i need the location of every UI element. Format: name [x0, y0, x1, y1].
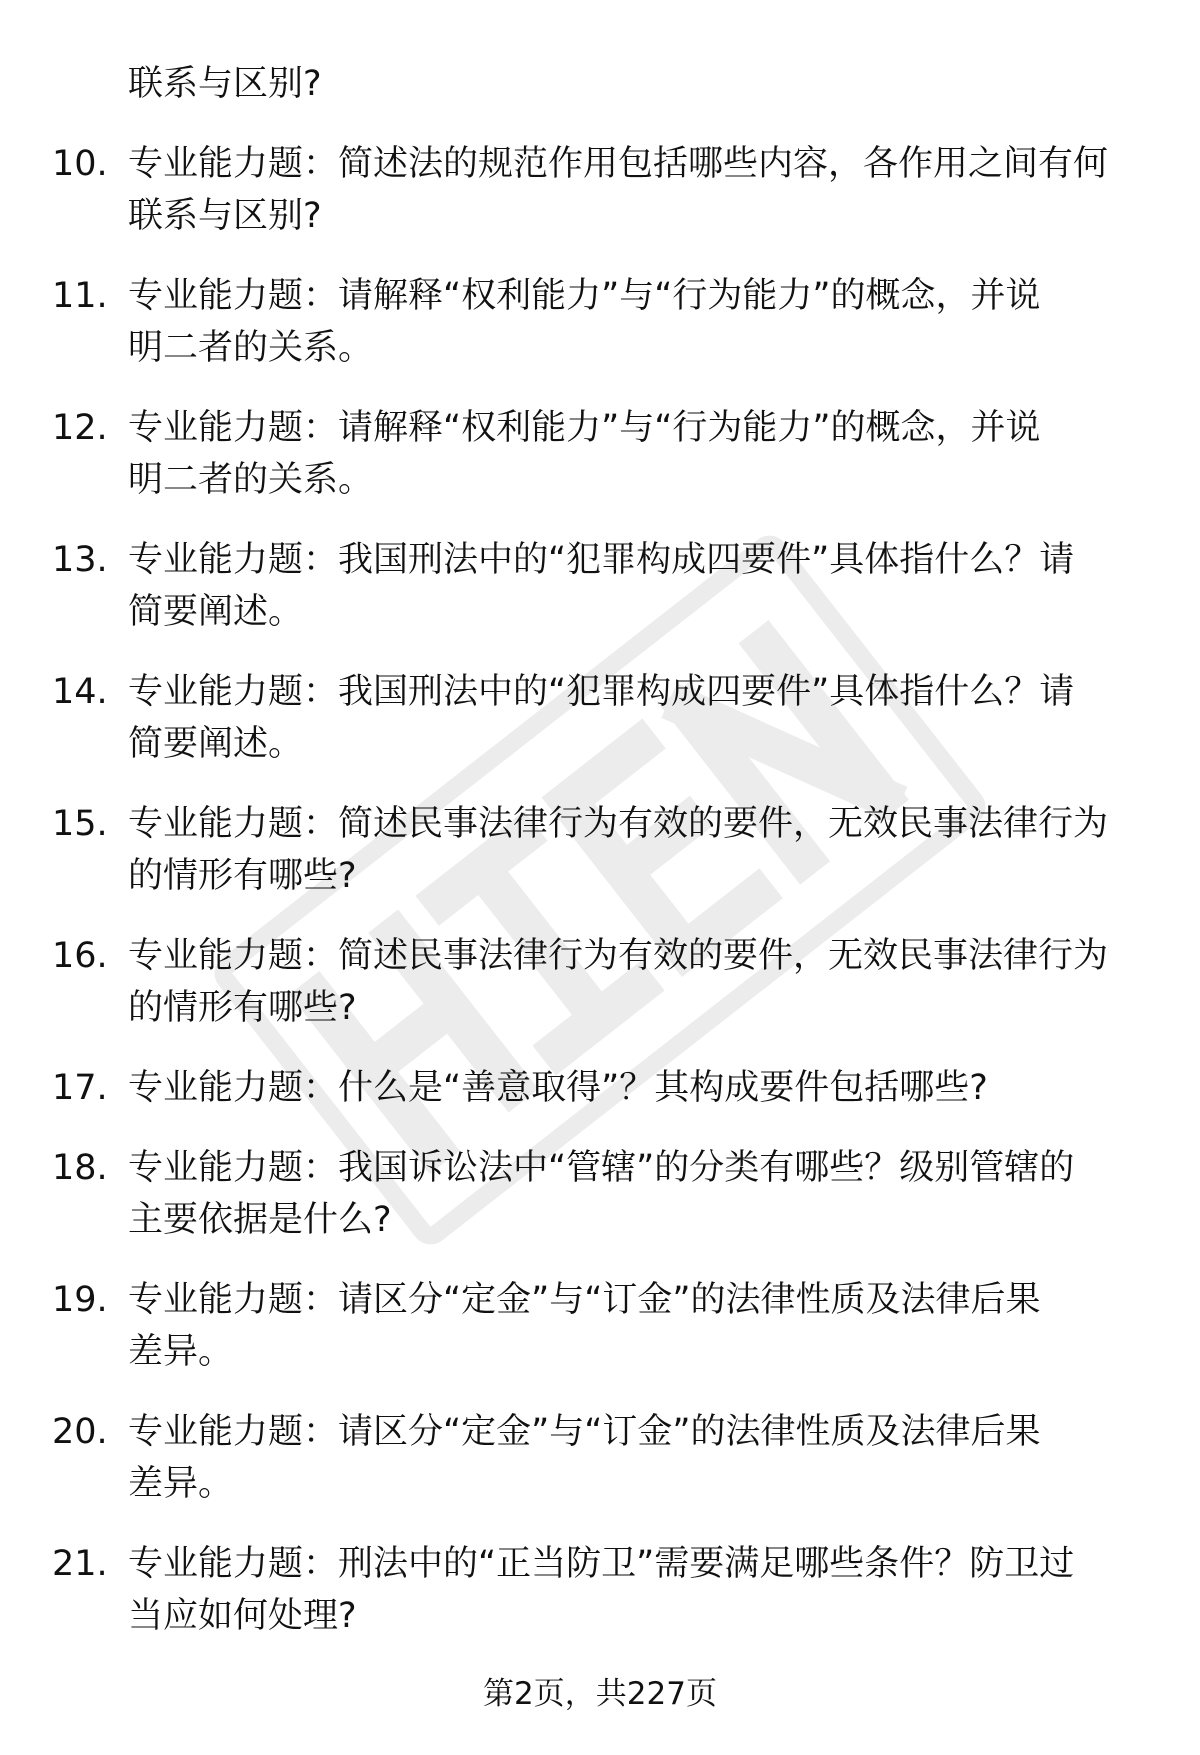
question-number: 15. — [52, 804, 108, 844]
question-line: 主要依据是什么? — [128, 1200, 392, 1240]
question-text — [128, 270, 1138, 374]
question-line: 简要阐述。 — [128, 592, 304, 632]
question-line: 差异。 — [128, 1464, 234, 1504]
question-line: 专业能力题：简述民事法律行为有效的要件，无效民事法律行为 — [128, 804, 1109, 844]
list-item — [0, 534, 1200, 638]
question-number: 16. — [52, 936, 108, 976]
question-line: 差异。 — [128, 1332, 234, 1372]
list-item — [0, 798, 1200, 902]
question-list-section — [0, 58, 1200, 1642]
question-line: 当应如何处理? — [128, 1596, 357, 1636]
list-item — [0, 1142, 1200, 1246]
list-item — [0, 666, 1200, 770]
question-text — [128, 798, 1138, 902]
question-line: 专业能力题：我国刑法中的“犯罪构成四要件”具体指什么？请 — [128, 540, 1075, 580]
question-line: 专业能力题：请区分“定金”与“订金”的法律性质及法律后果 — [128, 1412, 1041, 1452]
question-line: 专业能力题：请解释“权利能力”与“行为能力”的概念，并说 — [128, 408, 1041, 448]
question-number: 18. — [52, 1148, 108, 1188]
question-line: 明二者的关系。 — [128, 460, 374, 500]
question-text — [128, 402, 1138, 506]
list-item — [0, 138, 1200, 242]
question-text — [128, 666, 1138, 770]
list-item — [0, 1406, 1200, 1510]
question-line: 联系与区别? — [128, 196, 322, 236]
question-line: 明二者的关系。 — [128, 328, 374, 368]
question-number: 19. — [52, 1280, 108, 1320]
continuation-text: 联系与区别? — [128, 64, 322, 104]
list-item — [0, 1274, 1200, 1378]
question-line: 专业能力题：简述民事法律行为有效的要件，无效民事法律行为 — [128, 936, 1109, 976]
question-number: 13. — [52, 540, 108, 580]
question-text — [128, 138, 1138, 242]
list-item — [0, 930, 1200, 1034]
question-text — [128, 1062, 1138, 1114]
question-number: 20. — [52, 1412, 108, 1452]
question-text — [128, 1142, 1138, 1246]
page-footer: 第2页，共227页 — [483, 1676, 717, 1712]
list-item — [0, 1062, 1200, 1114]
question-text — [128, 1274, 1138, 1378]
question-line: 的情形有哪些? — [128, 856, 357, 896]
question-line: 专业能力题：请区分“定金”与“订金”的法律性质及法律后果 — [128, 1280, 1041, 1320]
question-line: 专业能力题：我国诉讼法中“管辖”的分类有哪些？级别管辖的 — [128, 1148, 1075, 1188]
question-line: 专业能力题：什么是“善意取得”？其构成要件包括哪些? — [128, 1068, 988, 1108]
question-number: 14. — [52, 672, 108, 712]
question-number: 10. — [52, 144, 108, 184]
question-line: 专业能力题：我国刑法中的“犯罪构成四要件”具体指什么？请 — [128, 672, 1075, 712]
question-text — [128, 534, 1138, 638]
question-text — [128, 1538, 1138, 1642]
question-line: 专业能力题：简述法的规范作用包括哪些内容，各作用之间有何 — [128, 144, 1109, 184]
question-number: 11. — [52, 276, 108, 316]
question-number: 17. — [52, 1068, 108, 1108]
question-line: 的情形有哪些? — [128, 988, 357, 1028]
list-item — [0, 1538, 1200, 1642]
question-line: 专业能力题：请解释“权利能力”与“行为能力”的概念，并说 — [128, 276, 1041, 316]
list-item — [0, 402, 1200, 506]
question-list — [0, 138, 1200, 1642]
question-number: 21. — [52, 1544, 108, 1584]
question-text — [128, 930, 1138, 1034]
question-number: 12. — [52, 408, 108, 448]
question-text — [128, 1406, 1138, 1510]
question-line: 专业能力题：刑法中的“正当防卫”需要满足哪些条件？防卫过 — [128, 1544, 1075, 1584]
list-item — [0, 270, 1200, 374]
question-line: 简要阐述。 — [128, 724, 304, 764]
